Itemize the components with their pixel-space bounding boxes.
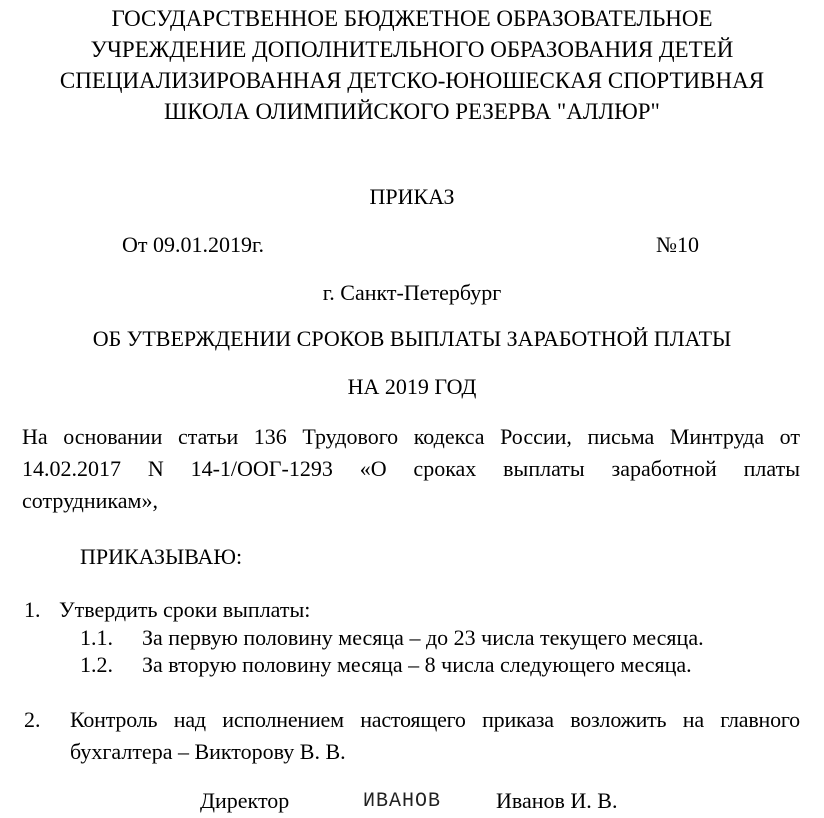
signature-mark: ИВАНОВ <box>363 790 442 813</box>
order-date: От 09.01.2019г. <box>122 232 265 257</box>
order-city: г. Санкт-Петербург <box>322 280 502 305</box>
header-line-2: УЧРЕЖДЕНИЕ ДОПОЛНИТЕЛЬНОГО ОБРАЗОВАНИЯ ДЕТЕЙ <box>90 37 734 62</box>
basis-line-2: 14.02.2017 N 14-1/ООГ-1293 «О сроках выплаты заработной платы <box>22 456 800 481</box>
basis-paragraph <box>22 421 800 517</box>
item-2-number: 2. <box>24 707 41 732</box>
header-line-1: ГОСУДАРСТВЕННОЕ БЮДЖЕТНОЕ ОБРАЗОВАТЕЛЬНОЕ <box>111 6 713 31</box>
subitem-1-1-number: 1.1. <box>80 625 113 650</box>
order-subject-line-2: НА 2019 ГОД <box>347 374 477 399</box>
subitem-1-2-number: 1.2. <box>80 652 113 677</box>
signature-position: Директор <box>200 788 290 813</box>
header-line-4: ШКОЛА ОЛИМПИЙСКОГО РЕЗЕРВА "АЛЛЮР" <box>164 99 660 124</box>
signature-name: Иванов И. В. <box>496 788 618 813</box>
basis-line-1: На основании статьи 136 Трудового кодекса России, письма Минтруда от <box>22 424 800 449</box>
basis-line-3: сотрудникам», <box>22 488 158 513</box>
item-2-paragraph <box>70 704 800 768</box>
item-1-number: 1. <box>24 597 41 622</box>
order-number: №10 <box>656 232 699 257</box>
item-1-text: Утвердить сроки выплаты: <box>59 597 311 622</box>
order-title: ПРИКАЗ <box>369 184 455 209</box>
header-line-3: СПЕЦИАЛИЗИРОВАННАЯ ДЕТСКО-ЮНОШЕСКАЯ СПОРТИВНАЯ <box>59 68 765 93</box>
directive-heading: ПРИКАЗЫВАЮ: <box>80 544 243 569</box>
subitem-1-2-text: За вторую половину месяца – 8 числа следующего месяца. <box>142 652 692 677</box>
item-2-line-1: Контроль над исполнением настоящего приказа возложить на главного <box>70 707 800 732</box>
order-subject-line-1: ОБ УТВЕРЖДЕНИИ СРОКОВ ВЫПЛАТЫ ЗАРАБОТНОЙ ПЛАТЫ <box>92 326 732 351</box>
subitem-1-1-text: За первую половину месяца – до 23 числа текущего месяца. <box>142 625 704 650</box>
item-2-line-2: бухгалтера – Викторову В. В. <box>70 739 346 764</box>
